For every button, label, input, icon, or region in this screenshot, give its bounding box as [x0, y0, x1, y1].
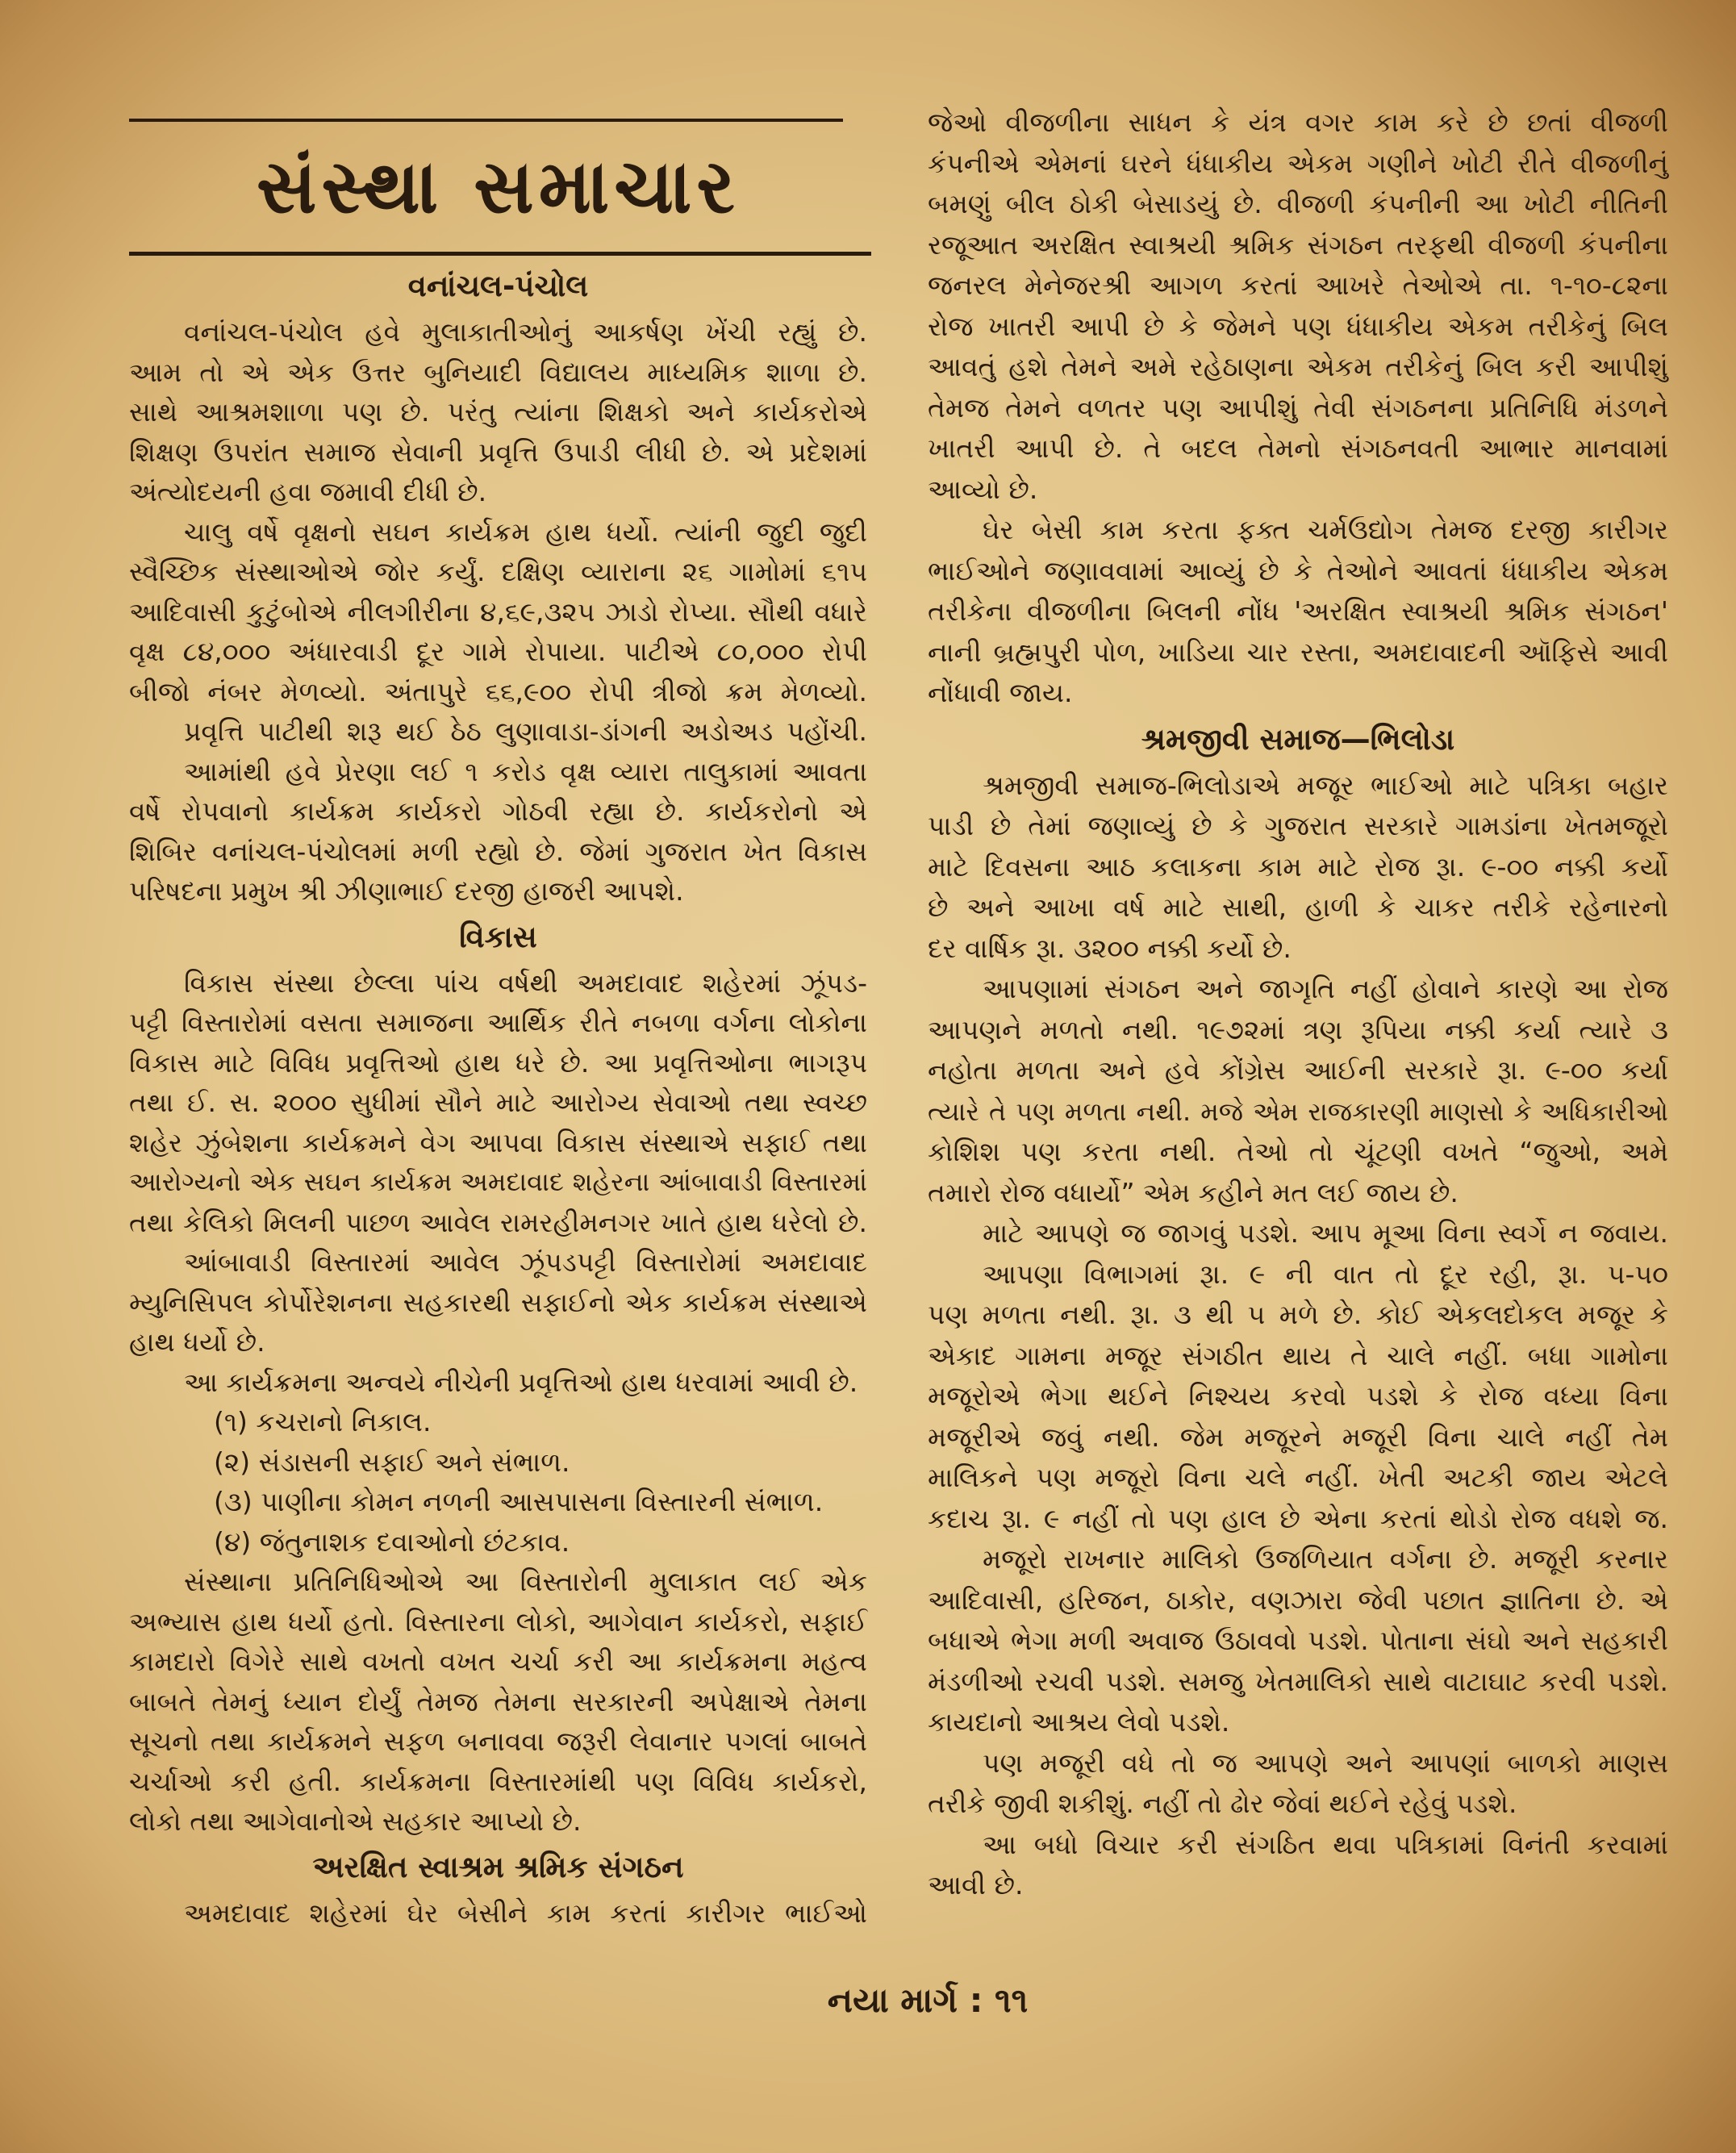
text-line: પાડી છે તેમાં જણાવ્યું છે કે ગુજરાત સરકારે ગામડાંના ખેતમજૂરો	[928, 810, 1668, 841]
section-heading: વનાંચલ-પંચોલ	[407, 269, 589, 303]
text-line: એકાદ ગામના મજૂર સંગઠીત થાય તે ચાલે નહીં. બધા ગામોના	[928, 1339, 1668, 1371]
text-line: માટે દિવસના આઠ કલાકના કામ માટે રોજ રૂા. ૯-૦૦ નક્કી કર્યો	[928, 850, 1668, 882]
text-line: તરીકે જીવી શકીશું. નહીં તો ઢોર જેવાં થઈને રહેવું પડશે.	[928, 1788, 1517, 1819]
text-line: છે અને આખા વર્ષ માટે સાથી, હાળી કે ચાકર તરીકે રહેનારનો	[928, 891, 1668, 923]
text-line: અમદાવાદ શહેરમાં ઘેર બેસીને કામ કરતાં કારીગર ભાઈઓ	[184, 1896, 867, 1929]
paragraph	[928, 766, 1668, 970]
text-line: આમાંથી હવે પ્રેરણા લઈ ૧ કરોડ વૃક્ષ વ્યારા તાલુકામાં આવતા	[184, 755, 867, 787]
text-line: અંત્યોદયની હવા જમાવી દીધી છે.	[129, 476, 487, 507]
text-line: મજૂરો રાખનાર માલિકો ઉજળિયાત વર્ગના છે. મજૂરી કરનાર	[983, 1543, 1668, 1575]
text-line: સાથે આશ્રમશાળા પણ છે. પરંતુ ત્યાંના શિક્ષકો અને કાર્યકરોએ	[129, 396, 867, 428]
text-line: પણ મજૂરી વધે તો જ આપણે અને આપણાં બાળકો માણસ	[983, 1746, 1668, 1779]
text-line: જેઓ વીજળીના સાધન કે યંત્ર વગર કામ કરે છે છતાં વીજળી	[928, 106, 1668, 138]
title-top-rule	[129, 119, 843, 122]
paragraph	[928, 1539, 1668, 1743]
text-line: મ્યુનિસિપલ કોર્પોરેશનના સહકારથી સફાઈનો એક કાર્યક્રમ સંસ્થાએ	[129, 1286, 867, 1318]
text-line: આંબાવાડી વિસ્તારમાં આવેલ ઝૂંપડપટ્ટી વિસ્તારોમાં અમદાવાદ	[184, 1246, 867, 1278]
text-line: ભાઈઓને જણાવવામાં આવ્યું છે કે તેઓને આવતાં ધંધાકીય એકમ	[928, 554, 1668, 586]
text-line: બધાએ ભેગા મળી અવાજ ઉઠાવવો પડશે. પોતાના સંઘો અને સહકારી	[928, 1625, 1668, 1656]
text-line: આવી છે.	[928, 1869, 1024, 1901]
text-line: નહોતા મળતા અને હવે કોંગ્રેસ આઈની સરકારે રૂા. ૯-૦૦ કર્યા	[928, 1054, 1668, 1086]
section-heading: વિકાસ	[459, 919, 537, 954]
text-line: સંસ્થાના પ્રતિનિધિઓએ આ વિસ્તારોની મુલાકાત લઈ એક	[184, 1566, 867, 1597]
left-column	[129, 261, 867, 1933]
text-line: સ્વૈચ્છિક સંસ્થાઓએ જોર કર્યું. દક્ષિણ વ્યારાના ૨૬ ગામોમાં ૬૧૫	[129, 556, 867, 587]
text-line: આવ્યો છે.	[928, 473, 1038, 505]
text-line: વિકાસ માટે વિવિધ પ્રવૃત્તિઓ હાથ ધરે છે. આ પ્રવૃત્તિઓના ભાગરૂપ	[129, 1046, 867, 1079]
text-line: ખાતરી આપી છે. તે બદલ તેમનો સંગઠનવતી આભાર માનવામાં	[928, 432, 1668, 464]
text-line: હાથ ધર્યો છે.	[129, 1326, 265, 1358]
title-bottom-rule	[129, 252, 871, 256]
text-line: આરોગ્યનો એક સઘન કાર્યક્રમ અમદાવાદ શહેરના આંબાવાડી વિસ્તારમાં	[129, 1166, 867, 1197]
page-footer: નયા માર્ગ : ૧૧	[827, 1980, 1029, 2020]
text-line: દર વાર્ષિક રૂા. ૩૨૦૦ નક્કી કર્યો છે.	[928, 932, 1292, 964]
paragraph	[928, 510, 1668, 714]
text-line: જનરલ મેનેજરશ્રી આગળ કરતાં આખરે તેઓએ તા. ૧-૧૦-૮૨ના	[928, 269, 1668, 301]
text-line: વૃક્ષ ૮૪,૦૦૦ અંધારવાડી દૂર ગામે રોપાયા. પાટીએ ૮૦,૦૦૦ રોપી	[129, 636, 867, 667]
list-item: (૪) જંતુનાશક દવાઓનો છંટકાવ.	[214, 1525, 570, 1558]
paragraph-continued	[928, 102, 1668, 510]
text-line: રજૂઆત અરક્ષિત સ્વાશ્રયી શ્રમિક સંગઠન તરફથી વીજળી કંપનીના	[928, 228, 1668, 261]
text-line: કદાચ રૂા. ૯ નહીં તો પણ હાલ છે એના કરતાં થોડો રોજ વધશે જ.	[928, 1502, 1668, 1534]
text-line: માલિકને પણ મજૂરો વિના ચલે નહીં. ખેતી અટકી જાય એટલે	[928, 1462, 1668, 1493]
paragraph	[928, 1213, 1668, 1254]
text-line: શહેર ઝુંબેશના કાર્યક્રમને વેગ આપવા વિકાસ સંસ્થાએ સફાઈ તથા	[129, 1126, 867, 1158]
text-line: તેમજ તેમને વળતર પણ આપીશું તેવી સંગઠનના પ્રતિનિધિ મંડળને	[928, 391, 1668, 424]
list-item: (૧) કચરાનો નિકાલ.	[214, 1406, 432, 1437]
paragraph	[928, 1825, 1668, 1906]
text-line: નાની બ્રહ્મપુરી પોળ, ખાડિયા ચાર રસ્તા, અમદાવાદની ઑફિસે આવી	[928, 636, 1668, 668]
text-line: અભ્યાસ હાથ ધર્યો હતો. વિસ્તારના લોકો, આગેવાન કાર્યકરો, સફાઈ	[129, 1605, 867, 1638]
text-line: રોજ ખાતરી આપી છે કે જેમને પણ ધંધાકીય એકમ તરીકેનું બિલ	[928, 310, 1668, 342]
paragraph	[928, 969, 1668, 1213]
text-line: આદિવાસી, હરિજન, ઠાકોર, વણઝારા જેવી પછાત જ્ઞાતિના છે. એ	[928, 1583, 1668, 1616]
text-line: આપણામાં સંગઠન અને જાગૃતિ નહીં હોવાને કારણે આ રોજ	[983, 973, 1668, 1004]
text-line: કોશિશ પણ કરતા નથી. તેઓ તો ચૂંટણી વખતે “જુઓ, અમે	[928, 1136, 1668, 1167]
text-line: નોંધાવી જાય.	[928, 677, 1073, 708]
page-title: સંસ્થા સમાચાર	[257, 144, 740, 230]
paragraph	[129, 312, 867, 512]
paragraph	[129, 963, 867, 1243]
section-heading: અરક્ષિત સ્વાશ્રમ શ્રમિક સંગઠન	[312, 1849, 684, 1884]
text-line: આપણને મળતો નથી. ૧૯૭૨માં ત્રણ રૂપિયા નક્કી કર્યા ત્યારે ૩	[928, 1013, 1668, 1045]
paragraph	[129, 1562, 867, 1842]
list-item: (૨) સંડાસની સફાઈ અને સંભાળ.	[214, 1446, 570, 1478]
text-line: શિક્ષણ ઉપરાંત સમાજ સેવાની પ્રવૃત્તિ ઉપાડી લીધી છે. એ પ્રદેશમાં	[129, 436, 867, 468]
text-line: પ્રવૃત્તિ પાટીથી શરૂ થઈ ઠેઠ લુણાવાડા-ડાંગની અડોઅડ પહોંચી.	[184, 716, 867, 747]
text-line: બીજો નંબર મેળવ્યો. અંતાપુરે ૬૬,૯૦૦ રોપી ત્રીજો ક્રમ મેળવ્યો.	[129, 675, 867, 707]
section-heading: શ્રમજીવી સમાજ—ભિલોડા	[1141, 721, 1455, 757]
paragraph	[129, 752, 867, 912]
text-line: ચાલુ વર્ષે વૃક્ષનો સઘન કાર્યક્રમ હાથ ધર્યો. ત્યાંની જુદી જુદી	[184, 515, 867, 548]
text-line: મજૂરોએ ભેગા થઈને નિશ્ચય કરવો પડશે કે રોજ વધ્યા વિના	[928, 1380, 1668, 1412]
paragraph	[129, 512, 867, 712]
text-line: કંપનીએ એમનાં ઘરને ધંધાકીય એકમ ગણીને ખોટી રીતે વીજળીનું	[928, 147, 1668, 179]
text-line: આપણા વિભાગમાં રૂા. ૯ ની વાત તો દૂર રહી, રૂા. ૫-૫૦	[983, 1258, 1668, 1290]
text-line: કાયદાનો આશ્રય લેવો પડશે.	[928, 1706, 1230, 1738]
text-line: આદિવાસી કુટુંબોએ નીલગીરીના ૪,૬૯,૩૨૫ ઝાડો રોપ્યા. સૌથી વધારે	[129, 595, 867, 628]
text-line: આ બધો વિચાર કરી સંગઠિત થવા પત્રિકામાં વિનંતી કરવામાં	[983, 1828, 1668, 1860]
text-line: તરીકેના વીજળીના બિલની નોંધ 'અરક્ષિત સ્વાશ્રયી શ્રમિક સંગઠન'	[928, 595, 1668, 627]
paragraph	[129, 1893, 867, 1934]
paragraph	[928, 1743, 1668, 1825]
text-line: બાબતે તેમનું ધ્યાન દોર્યું તેમજ તેમના સરકારની અપેક્ષાએ તેમના	[129, 1685, 867, 1717]
text-line: આવતું હશે તેમને અમે રહેઠાણના એકમ તરીકેનું બિલ કરી આપીશું	[928, 351, 1668, 382]
numbered-list	[129, 1402, 867, 1562]
text-line: આમ તો એ એક ઉત્તર બુનિયાદી વિદ્યાલય માધ્યમિક શાળા છે.	[129, 356, 867, 388]
text-line: ત્યારે તે પણ મળતા નથી. મજે એમ રાજકારણી માણસો કે અધિકારીઓ	[928, 1095, 1668, 1127]
text-line: કામદારો વિગેરે સાથે વખતો વખત ચર્ચા કરી આ કાર્યક્રમના મહત્વ	[129, 1646, 867, 1677]
text-line: વર્ષે રોપવાનો કાર્યક્રમ કાર્યકરો ગોઠવી રહ્યા છે. કાર્યકરોનો એ	[129, 795, 867, 827]
text-line: પરિષદના પ્રમુખ શ્રી ઝીણાભાઈ દરજી હાજરી આપશે.	[129, 875, 684, 907]
text-line: સૂચનો તથા કાર્યક્રમને સફળ બનાવવા જરૂરી લેવાનાર પગલાં બાબતે	[129, 1725, 867, 1757]
text-line: ઘેર બેસી કામ કરતા ફક્ત ચર્મઉદ્યોગ તેમજ દરજી કારીગર	[983, 514, 1668, 545]
text-line: પણ મળતા નથી. રૂા. ૩ થી ૫ મળે છે. કોઈ એકલદોકલ મજૂર કે	[928, 1299, 1668, 1330]
text-line: પટ્ટી વિસ્તારોમાં વસતા સમાજના આર્થિક રીતે નબળા વર્ગના લોકોના	[129, 1007, 867, 1038]
paragraph	[129, 1242, 867, 1362]
paragraph	[129, 1362, 867, 1403]
text-line: શ્રમજીવી સમાજ-ભિલોડાએ મજૂર ભાઈઓ માટે પત્રિકા બહાર	[983, 769, 1668, 801]
text-line: માટે આપણે જ જાગવું પડશે. આપ મૂઆ વિના સ્વર્ગે ન જવાય.	[983, 1217, 1668, 1249]
text-line: આ કાર્યક્રમના અન્વયે નીચેની પ્રવૃત્તિઓ હાથ ધરવામાં આવી છે.	[184, 1366, 858, 1398]
list-item: (૩) પાણીના કોમન નળની આસપાસના વિસ્તારની સંભાળ.	[214, 1486, 824, 1517]
text-line: ચર્ચાઓ કરી હતી. કાર્યક્રમના વિસ્તારમાંથી પણ વિવિધ કાર્યકરો,	[129, 1765, 867, 1797]
text-line: શિબિર વનાંચલ-પંચોલમાં મળી રહ્યો છે. જેમાં ગુજરાત ખેત વિકાસ	[129, 835, 867, 867]
text-line: બમણું બીલ ઠોકી બેસાડયું છે. વીજળી કંપનીની આ ખોટી નીતિની	[928, 188, 1668, 219]
text-line: વનાંચલ-પંચોલ હવે મુલાકાતીઓનું આકર્ષણ ખેંચી રહ્યું છે.	[184, 316, 867, 348]
paragraph	[928, 1254, 1668, 1540]
text-line: લોકો તથા આગેવાનોએ સહકાર આપ્યો છે.	[129, 1805, 582, 1837]
right-column	[928, 102, 1668, 1906]
text-line: તથા ઈ. સ. ૨૦૦૦ સુધીમાં સૌને માટે આરોગ્ય સેવાઓ તથા સ્વચ્છ	[129, 1087, 867, 1118]
text-line: તથા કેલિકો મિલની પાછળ આવેલ રામરહીમનગર ખાતે હાથ ધરેલો છે.	[129, 1206, 867, 1238]
paragraph	[129, 711, 867, 752]
text-line: તમારો રોજ વધાર્યો” એમ કહીને મત લઈ જાય છે.	[928, 1176, 1458, 1208]
text-line: મંડળીઓ રચવી પડશે. સમજુ ખેતમાલિકો સાથે વાટાઘાટ કરવી પડશે.	[928, 1665, 1668, 1697]
text-line: મજૂરીએ જવું નથી. જેમ મજૂરને મજૂરી વિના ચાલે નહીં તેમ	[928, 1421, 1668, 1453]
text-line: વિકાસ સંસ્થા છેલ્લા પાંચ વર્ષથી અમદાવાદ શહેરમાં ઝૂંપડ-	[184, 966, 867, 999]
